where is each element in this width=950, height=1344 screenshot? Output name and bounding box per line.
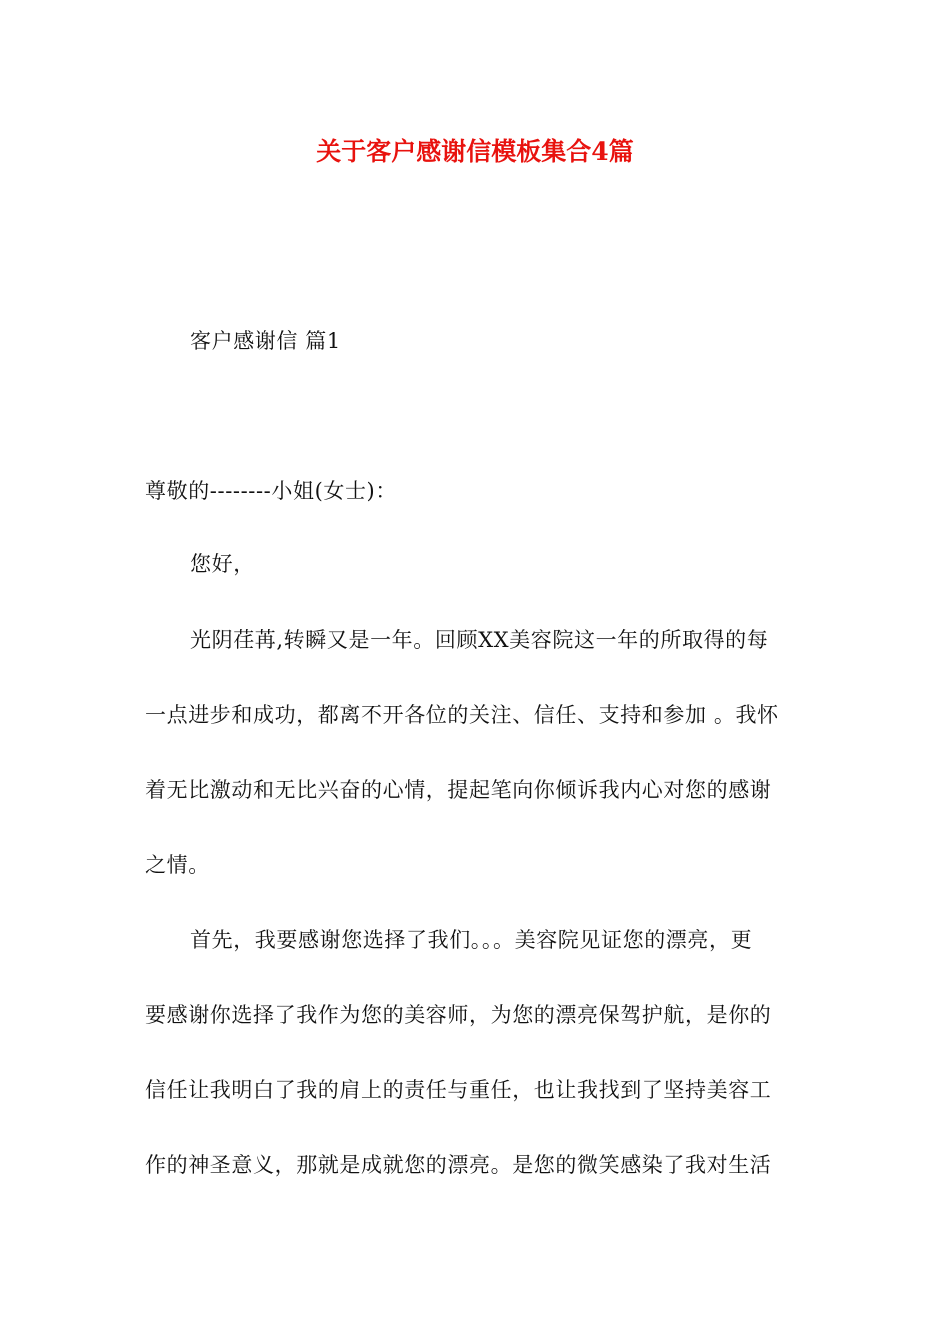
paragraph-line: 首先，我要感谢您选择了我们。。。美容院见证您的漂亮，更 [190,928,753,952]
paragraph-line: 作的神圣意义，那就是成就您的漂亮。是您的微笑感染了我对生活 [145,1153,772,1177]
document-title: 关于客户感谢信模板集合4篇 [316,137,634,166]
paragraph-line: 信任让我明白了我的肩上的责任与重任，也让我找到了坚持美容工 [145,1078,772,1102]
greeting: 您好， [190,552,255,576]
paragraph-line: 着无比激动和无比兴奋的心情，提起笔向你倾诉我内心对您的感谢 [145,778,772,802]
paragraph-line: 之情。 [145,853,210,877]
salutation: 尊敬的--------小姐(女士)： [145,479,397,503]
paragraph-line: 一点进步和成功，都离不开各位的关注、信任、支持和参加 。我怀 [145,703,779,727]
paragraph-line: 光阴荏苒,转瞬又是一年。回顾XX美容院这一年的所取得的每 [190,628,769,652]
section-heading: 客户感谢信 篇1 [190,329,341,353]
paragraph-line: 要感谢你选择了我作为您的美容师，为您的漂亮保驾护航，是你的 [145,1003,772,1027]
